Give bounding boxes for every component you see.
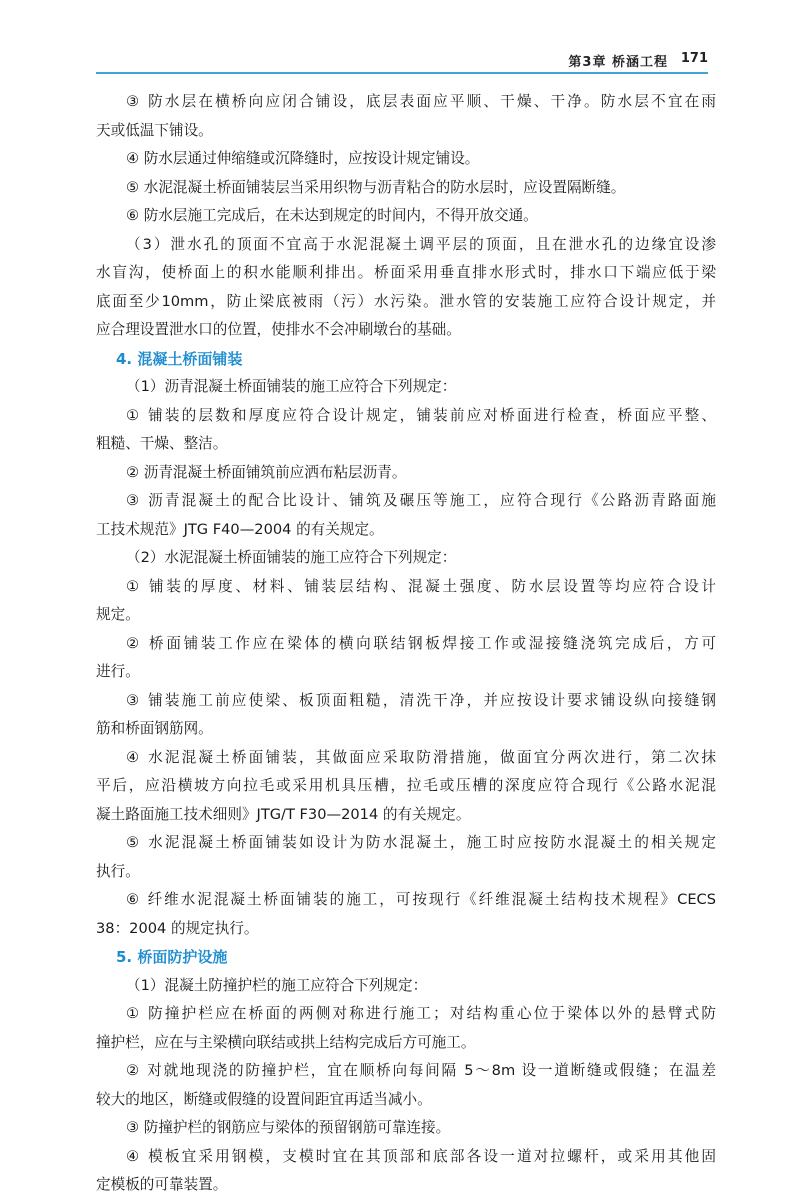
text-line: 执行。	[96, 862, 140, 880]
text-line: 底面至少10mm，防止梁底被雨（污）水污染。泄水管的安装施工应符合设计规定，并	[96, 292, 716, 310]
section-heading: 5. 桥面防护设施	[116, 948, 228, 966]
text-line: 凝土路面施工技术细则》JTG/T F30—2014 的有关规定。	[96, 805, 471, 823]
text-line: ⑤ 水泥混凝土桥面铺装层当采用织物与沥青粘合的防水层时，应设置隔断缝。	[126, 178, 626, 196]
page-header	[96, 48, 708, 74]
text-line: 应合理设置泄水口的位置，使排水不会冲刷墩台的基础。	[96, 321, 461, 338]
text-line: 平后，应沿横坡方向拉毛或采用机具压槽，拉毛或压槽的深度应符合现行《公路水泥混	[96, 777, 716, 794]
text-line: （3）泄水孔的顶面不宜高于水泥混凝土调平层的顶面，且在泄水孔的边缘宜设渗	[126, 235, 716, 253]
section-heading: 4. 混凝土桥面铺装	[116, 349, 243, 368]
text-line: ② 沥青混凝土桥面铺筑前应洒布粘层沥青。	[126, 463, 407, 481]
chapter-title: 第3章 桥涵工程	[568, 55, 668, 70]
text-line: 工技术规范》JTG F40—2004 的有关规定。	[96, 520, 384, 538]
text-line: 规定。	[96, 606, 140, 623]
text-line: （1）混凝土防撞护栏的施工应符合下列规定：	[126, 976, 428, 994]
text-line: ① 防撞护栏应在桥面的两侧对称进行施工；对结构重心位于梁体以外的悬臂式防	[126, 1005, 716, 1022]
text-line: 水盲沟，使桥面上的积水能顺利排出。桥面采用垂直排水形式时，排水口下端应低于梁	[96, 264, 716, 281]
text-line: ① 铺装的层数和厚度应符合设计规定，铺装前应对桥面进行检查，桥面应平整、	[126, 406, 716, 424]
text-line: ④ 水泥混凝土桥面铺装，其做面应采取防滑措施，做面宜分两次进行，第二次抹	[126, 748, 716, 766]
page-body	[96, 88, 716, 1200]
text-line: 38：2004 的规定执行。	[96, 919, 259, 937]
text-line: （1）沥青混凝土桥面铺装的施工应符合下列规定：	[126, 378, 457, 395]
text-line: 较大的地区，断缝或假缝的设置间距宜再适当减小。	[96, 1090, 432, 1108]
text-line: ⑥ 纤维水泥混凝土桥面铺装的施工，可按现行《纤维混凝土结构技术规程》CECS	[126, 891, 716, 908]
text-line: 粗糙、干燥、整洁。	[96, 435, 228, 452]
text-line: ③ 防水层在横桥向应闭合铺设，底层表面应平顺、干燥、干净。防水层不宜在雨	[126, 93, 716, 110]
text-line: ③ 防撞护栏的钢筋应与梁体的预留钢筋可靠连接。	[126, 1119, 451, 1136]
text-line: 定模板的可靠装置。	[96, 1176, 228, 1193]
text-line: ⑤ 水泥混凝土桥面铺装如设计为防水混凝土，施工时应按防水混凝土的相关规定	[126, 834, 716, 851]
text-line: ② 桥面铺装工作应在梁体的横向联结钢板焊接工作或湿接缝浇筑完成后，方可	[126, 634, 716, 652]
text-line: ③ 铺装施工前应使梁、板顶面粗糙，清洗干净，并应按设计要求铺设纵向接缝钢	[126, 691, 716, 709]
text-line: 筋和桥面钢筋网。	[96, 720, 213, 737]
page-number: 171	[680, 51, 708, 66]
text-line: （2）水泥混凝土桥面铺装的施工应符合下列规定：	[126, 549, 457, 566]
text-line: 撞护栏，应在与主梁横向联结或拱上结构完成后方可施工。	[96, 1033, 476, 1051]
text-line: ④ 防水层通过伸缩缝或沉降缝时，应按设计规定铺设。	[126, 150, 480, 167]
text-line: ③ 沥青混凝土的配合比设计、铺筑及碾压等施工，应符合现行《公路沥青路面施	[126, 492, 716, 509]
text-line: 天或低温下铺设。	[96, 121, 213, 139]
text-line: ⑥ 防水层施工完成后，在未达到规定的时间内，不得开放交通。	[126, 207, 538, 224]
text-line: ④ 模板宜采用钢模，支模时宜在其顶部和底部各设一道对拉螺杆，或采用其他固	[126, 1147, 716, 1165]
text-line: 进行。	[96, 663, 140, 680]
text-line: ② 对就地现浇的防撞护栏，宜在顺桥向每间隔 5～8m 设一道断缝或假缝；在温差	[126, 1062, 716, 1079]
text-line: ① 铺装的厚度、材料、铺装层结构、混凝土强度、防水层设置等均应符合设计	[126, 577, 716, 595]
